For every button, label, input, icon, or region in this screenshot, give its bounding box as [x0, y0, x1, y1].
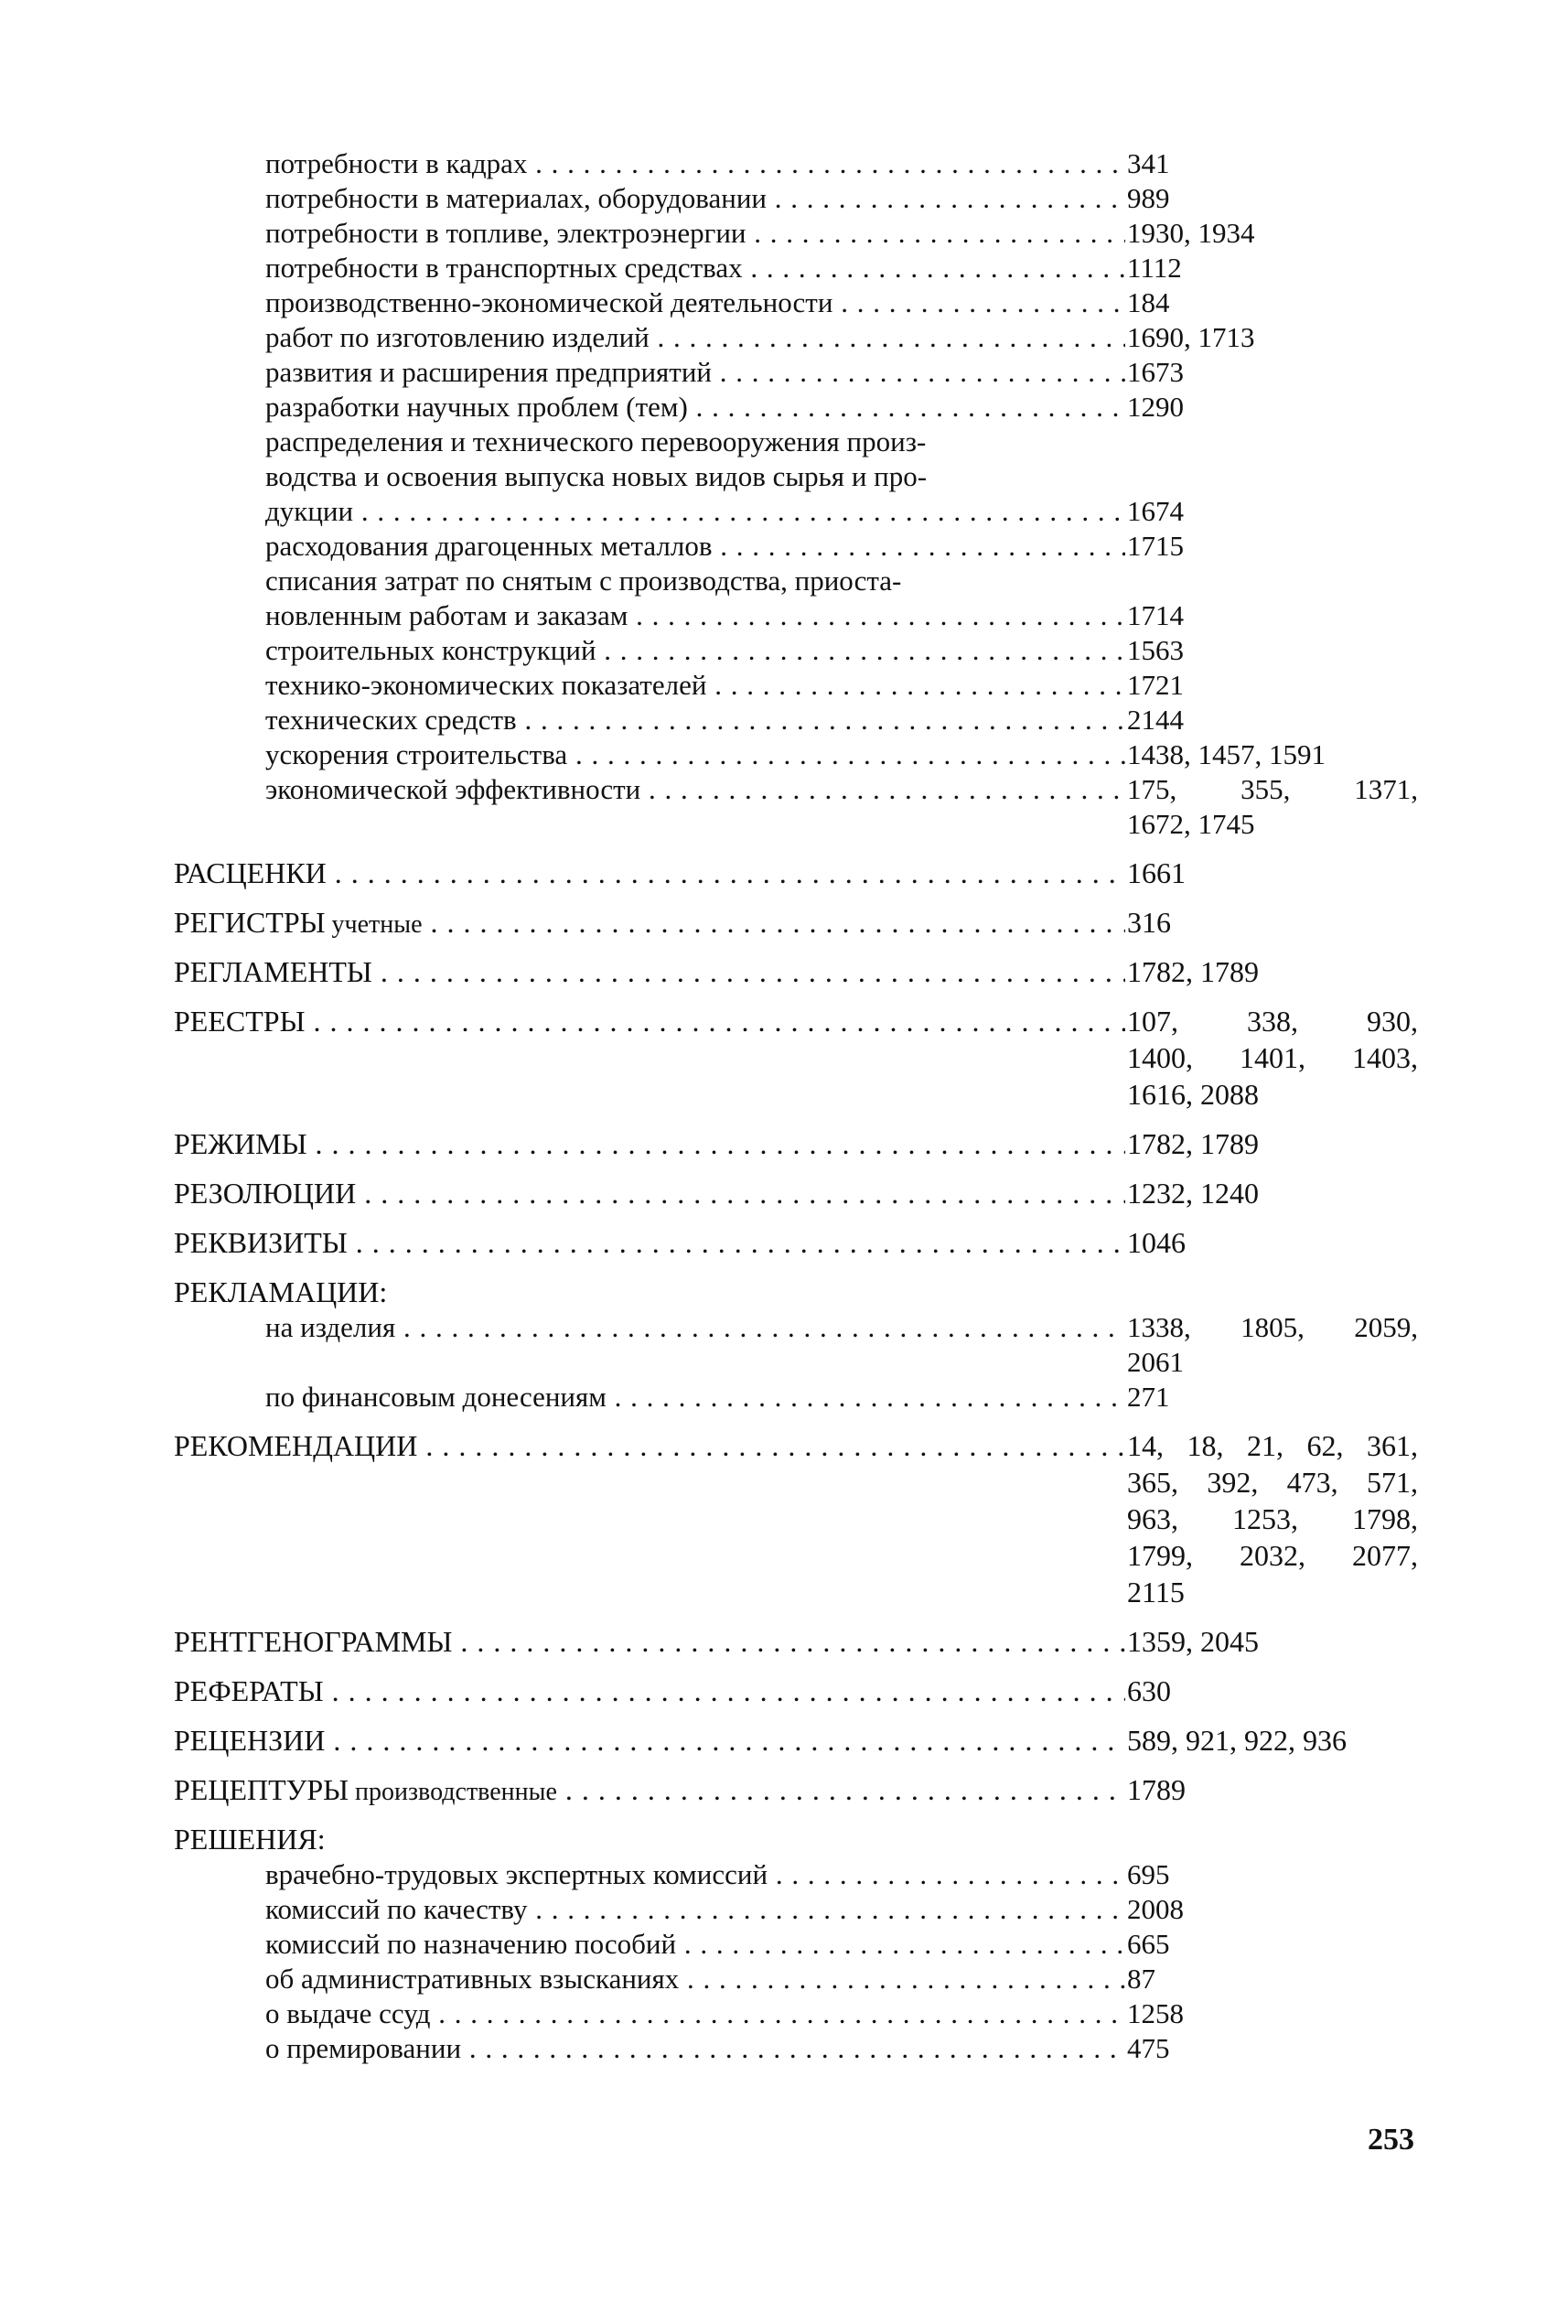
- spacer: [174, 1162, 1418, 1175]
- index-subentry: [174, 320, 1418, 355]
- page-ref: 2115: [1127, 1576, 1185, 1609]
- index-line-spacer: [174, 1464, 1418, 1501]
- index-line-spacer: [174, 1039, 1418, 1076]
- headword-title: РЕКЛАМАЦИИ:: [174, 1275, 388, 1308]
- spacer: [174, 941, 1418, 953]
- subentry-label: развития и расширения предприятий . . .: [265, 355, 1125, 390]
- headword: [174, 1427, 1125, 1462]
- index-line: [174, 459, 1418, 494]
- subject-index: [174, 146, 1418, 2079]
- page-ref: 1563: [1127, 634, 1184, 666]
- page-ref: 1232, 1240: [1127, 1177, 1259, 1210]
- index-subentry-refs: [1127, 390, 1418, 425]
- headword-refs: [1127, 1175, 1418, 1211]
- index-headword-entry: [174, 1274, 1418, 1415]
- index-subentry: [174, 564, 1418, 633]
- subentry-refs: [1127, 1892, 1418, 1927]
- page-ref: 175, 355, 1371,: [1127, 773, 1418, 805]
- headword-refs: [1127, 904, 1418, 941]
- headword-title: РЕЖИМЫ: [174, 1127, 307, 1160]
- headword: [174, 1125, 1125, 1160]
- subentry-label: потребности в кадрах . . .: [265, 146, 1125, 181]
- headword: [174, 953, 1125, 988]
- index-subentry: [174, 425, 1418, 529]
- subentry-label: на изделия . . .: [265, 1310, 1125, 1345]
- subentry-label: расходования драгоценных металлов . . .: [265, 529, 1125, 564]
- index-headword-entry: [174, 1771, 1418, 1808]
- index-subentry-refs: [1127, 598, 1418, 633]
- index-subentry-refs: [1127, 529, 1418, 564]
- spacer: [174, 891, 1418, 904]
- page-ref: 1290: [1127, 391, 1184, 423]
- spacer: [174, 1415, 1418, 1427]
- headword-title: РЕЦЕНЗИИ: [174, 1724, 326, 1757]
- page-ref: 963, 1253, 1798,: [1127, 1502, 1418, 1535]
- subentry-label: комиссий по качеству . . .: [265, 1892, 1125, 1927]
- subentry-label: об административных взысканиях . . .: [265, 1962, 1125, 1996]
- page-ref: 1782, 1789: [1127, 955, 1259, 988]
- index-headword-entry: [174, 855, 1418, 891]
- page-ref: 589, 921, 922, 936: [1127, 1724, 1347, 1757]
- index-subentry-refs: [1127, 355, 1418, 390]
- index-subentry-refs: [1127, 216, 1418, 251]
- index-subentry: [174, 181, 1418, 216]
- subentry-label: о премировании . . .: [265, 2031, 1125, 2066]
- index-subentry: [174, 146, 1418, 181]
- page-ref: 184: [1127, 286, 1170, 318]
- index-line-spacer: [174, 1574, 1418, 1610]
- page-ref: 1258: [1127, 1997, 1184, 2029]
- page-ref: 2061: [1127, 1346, 1184, 1378]
- index-headword-entry: [174, 1427, 1418, 1610]
- page-ref: 1338, 1805, 2059,: [1127, 1311, 1418, 1343]
- page-ref: 1782, 1789: [1127, 1127, 1259, 1160]
- index-line: [174, 564, 1418, 598]
- page-ref: 1721: [1127, 669, 1184, 701]
- headword-refs: [1127, 1224, 1418, 1261]
- page-ref: 665: [1127, 1928, 1170, 1960]
- headword: [174, 1623, 1125, 1658]
- subentry-label: работ по изготовлению изделий . . .: [265, 320, 1125, 355]
- page-ref: 475: [1127, 2032, 1170, 2064]
- subentry-label: технико-экономических показателей . . .: [265, 668, 1125, 703]
- subentry-label: по финансовым донесениям . . .: [265, 1380, 1125, 1415]
- index-subentry-refs: [1127, 703, 1418, 737]
- page-ref: 1359, 2045: [1127, 1625, 1259, 1658]
- page-ref: 1673: [1127, 356, 1184, 388]
- index-subentry-refs: [1127, 285, 1418, 320]
- headword-title: РЕНТГЕНОГРАММЫ: [174, 1625, 453, 1658]
- index-headword-entry: [174, 1125, 1418, 1162]
- page-ref: 1672, 1745: [1127, 808, 1255, 840]
- index-headword-entry: [174, 1722, 1418, 1759]
- index-headword-entry: [174, 1224, 1418, 1261]
- headword-title: РЕКОМЕНДАЦИИ: [174, 1429, 418, 1462]
- page-ref: 271: [1127, 1381, 1170, 1413]
- page-ref: 1112: [1127, 252, 1182, 284]
- headword: [174, 1673, 1125, 1707]
- index-subentry: [174, 390, 1418, 425]
- subentry-line: [174, 1892, 1418, 1927]
- headword-title: РЕЕСТРЫ: [174, 1005, 306, 1038]
- index-line-spacer: [174, 1076, 1418, 1113]
- index-headword-entry: [174, 1175, 1418, 1211]
- headword-title: РЕЗОЛЮЦИИ: [174, 1177, 357, 1210]
- headword: [174, 1003, 1125, 1038]
- subentry-label: строительных конструкций . . .: [265, 633, 1125, 668]
- page-ref: 1046: [1127, 1226, 1186, 1259]
- subentry-refs: [1127, 1380, 1418, 1415]
- index-headword-entry: [174, 904, 1418, 941]
- subentry-refs: [1127, 1962, 1418, 1996]
- headword-line: [174, 1821, 1418, 1857]
- page-ref: 316: [1127, 906, 1171, 939]
- headword-qualifier: учетные: [325, 910, 423, 939]
- page-ref: 341: [1127, 147, 1170, 179]
- index-subentry-refs: [1127, 494, 1418, 529]
- subentry-label: технических средств . . .: [265, 703, 1125, 737]
- index-line-spacer: [174, 807, 1418, 842]
- headword: [174, 1771, 1125, 1806]
- spacer: [174, 1610, 1418, 1623]
- index-line-spacer: [174, 1345, 1418, 1380]
- headword: [174, 904, 1125, 939]
- headword: [174, 1722, 1125, 1757]
- index-subentry: [174, 737, 1418, 772]
- index-subentry: [174, 285, 1418, 320]
- index-headword-entry: [174, 1821, 1418, 2066]
- spacer: [174, 1709, 1418, 1722]
- index-subentry-refs: [1127, 668, 1418, 703]
- spacer: [174, 1759, 1418, 1771]
- headword-refs: [1127, 855, 1418, 891]
- headword-refs: [1127, 1673, 1418, 1709]
- page-ref: 1930, 1934: [1127, 217, 1255, 249]
- index-subentry-refs: [1127, 320, 1418, 355]
- subentry-label: врачебно-трудовых экспертных комиссий . . .: [265, 1857, 1125, 1892]
- subentry-refs: [1127, 1927, 1418, 1962]
- page-ref: 1690, 1713: [1127, 321, 1255, 353]
- page-ref: 630: [1127, 1674, 1171, 1707]
- index-headword-entry: [174, 1623, 1418, 1660]
- index-subentry: [174, 633, 1418, 668]
- index-subentry-refs: [1127, 251, 1418, 285]
- page-ref: 2008: [1127, 1893, 1184, 1925]
- page-ref: 1715: [1127, 530, 1184, 562]
- subentry-label: ускорения строительства . . .: [265, 737, 1125, 772]
- index-subentry-refs: [1127, 737, 1418, 772]
- subentry-line: [174, 1380, 1418, 1415]
- headword: [174, 1821, 1125, 1856]
- subentry-label: производственно-экономической деятельности . . .: [265, 285, 1125, 320]
- headword-refs: [1127, 1125, 1418, 1162]
- subentry-label: распределения и технического перевооружения произ-: [265, 425, 927, 457]
- headword-title: РЕКВИЗИТЫ: [174, 1226, 348, 1259]
- headword: [174, 1274, 1125, 1308]
- index-headword-entry: [174, 953, 1418, 990]
- index-subentry-refs: [1127, 633, 1418, 668]
- page-ref: 365, 392, 473, 571,: [1127, 1466, 1418, 1499]
- subentry-line: [174, 1310, 1418, 1378]
- page-ref: 695: [1127, 1858, 1170, 1890]
- index-subentry: [174, 251, 1418, 285]
- headword-title: РЕГЛАМЕНТЫ: [174, 955, 372, 988]
- index-subentry: [174, 703, 1418, 737]
- spacer: [174, 1211, 1418, 1224]
- headword-line: [174, 1274, 1418, 1310]
- page-ref: 1714: [1127, 599, 1184, 631]
- subentry-label: списания затрат по снятым с производства, приоста-: [265, 565, 902, 597]
- headword: [174, 1175, 1125, 1210]
- index-subentry-refs: [1127, 146, 1418, 181]
- subentry-refs: [1127, 1857, 1418, 1892]
- subentry-label: водства и освоения выпуска новых видов сырья и про-: [265, 460, 928, 492]
- subentry-label: разработки научных проблем (тем) . . .: [265, 390, 1125, 425]
- page-ref: 1789: [1127, 1773, 1186, 1806]
- spacer: [174, 1660, 1418, 1673]
- page-number: 253: [1368, 2123, 1414, 2157]
- page-ref: 1799, 2032, 2077,: [1127, 1539, 1418, 1572]
- subentry-label: комиссий по назначению пособий . . .: [265, 1927, 1125, 1962]
- index-subentry: [174, 355, 1418, 390]
- index-subentry: [174, 216, 1418, 251]
- index-subentry: [174, 668, 1418, 703]
- spacer: [174, 990, 1418, 1003]
- subentry-label: потребности в топливе, электроэнергии . . .: [265, 216, 1125, 251]
- index-line: [174, 425, 1418, 459]
- index-line-spacer: [174, 1537, 1418, 1574]
- headword: [174, 855, 1125, 889]
- headword-qualifier: производственные: [349, 1778, 557, 1806]
- page-ref: 1674: [1127, 495, 1184, 527]
- subentry-label: новленным работам и заказам . . .: [265, 598, 1125, 633]
- page-ref: 2144: [1127, 704, 1184, 736]
- index-subentry-refs: [1127, 181, 1418, 216]
- index-headword-entry: [174, 1673, 1418, 1709]
- subentry-line: [174, 1996, 1418, 2031]
- index-headword-entry: [174, 1003, 1418, 1113]
- spacer: [174, 1808, 1418, 1821]
- spacer: [174, 842, 1418, 855]
- page-ref: 1616, 2088: [1127, 1078, 1259, 1111]
- page-ref: 1438, 1457, 1591: [1127, 738, 1326, 770]
- spacer: [174, 1113, 1418, 1125]
- headword-refs: [1127, 1623, 1418, 1660]
- spacer: [174, 2066, 1418, 2079]
- index-subentry: [174, 529, 1418, 564]
- page-ref: 1661: [1127, 856, 1186, 889]
- subentry-refs: [1127, 1996, 1418, 2031]
- subentry-line: [174, 1857, 1418, 1892]
- subentry-label: потребности в транспортных средствах . . .: [265, 251, 1125, 285]
- page-ref: 107, 338, 930,: [1127, 1005, 1418, 1038]
- page-ref: 1400, 1401, 1403,: [1127, 1041, 1418, 1074]
- subentry-label: экономической эффективности . . .: [265, 772, 1125, 807]
- index-line-spacer: [174, 1501, 1418, 1537]
- index-subentry: [174, 772, 1418, 842]
- headword-refs: [1127, 953, 1418, 990]
- subentry-label: дукции . . .: [265, 494, 1125, 529]
- subentry-line: [174, 1962, 1418, 1996]
- headword-title: РЕШЕНИЯ:: [174, 1823, 326, 1856]
- subentry-label: о выдаче ссуд . . .: [265, 1996, 1125, 2031]
- subentry-label: потребности в материалах, оборудовании . . .: [265, 181, 1125, 216]
- headword-title: РЕЦЕПТУРЫ: [174, 1773, 349, 1806]
- page-ref: 989: [1127, 182, 1170, 214]
- page-ref: 14, 18, 21, 62, 361,: [1127, 1429, 1418, 1462]
- headword-title: РЕГИСТРЫ: [174, 906, 326, 939]
- headword-refs: [1127, 1771, 1418, 1808]
- subentry-line: [174, 2031, 1418, 2066]
- page-ref: 87: [1127, 1963, 1155, 1995]
- headword-title: РАСЦЕНКИ: [174, 856, 327, 889]
- subentry-refs: [1127, 2031, 1418, 2066]
- subentry-line: [174, 1927, 1418, 1962]
- headword-title: РЕФЕРАТЫ: [174, 1674, 324, 1707]
- headword: [174, 1224, 1125, 1259]
- spacer: [174, 1261, 1418, 1274]
- headword-refs: [1127, 1722, 1418, 1759]
